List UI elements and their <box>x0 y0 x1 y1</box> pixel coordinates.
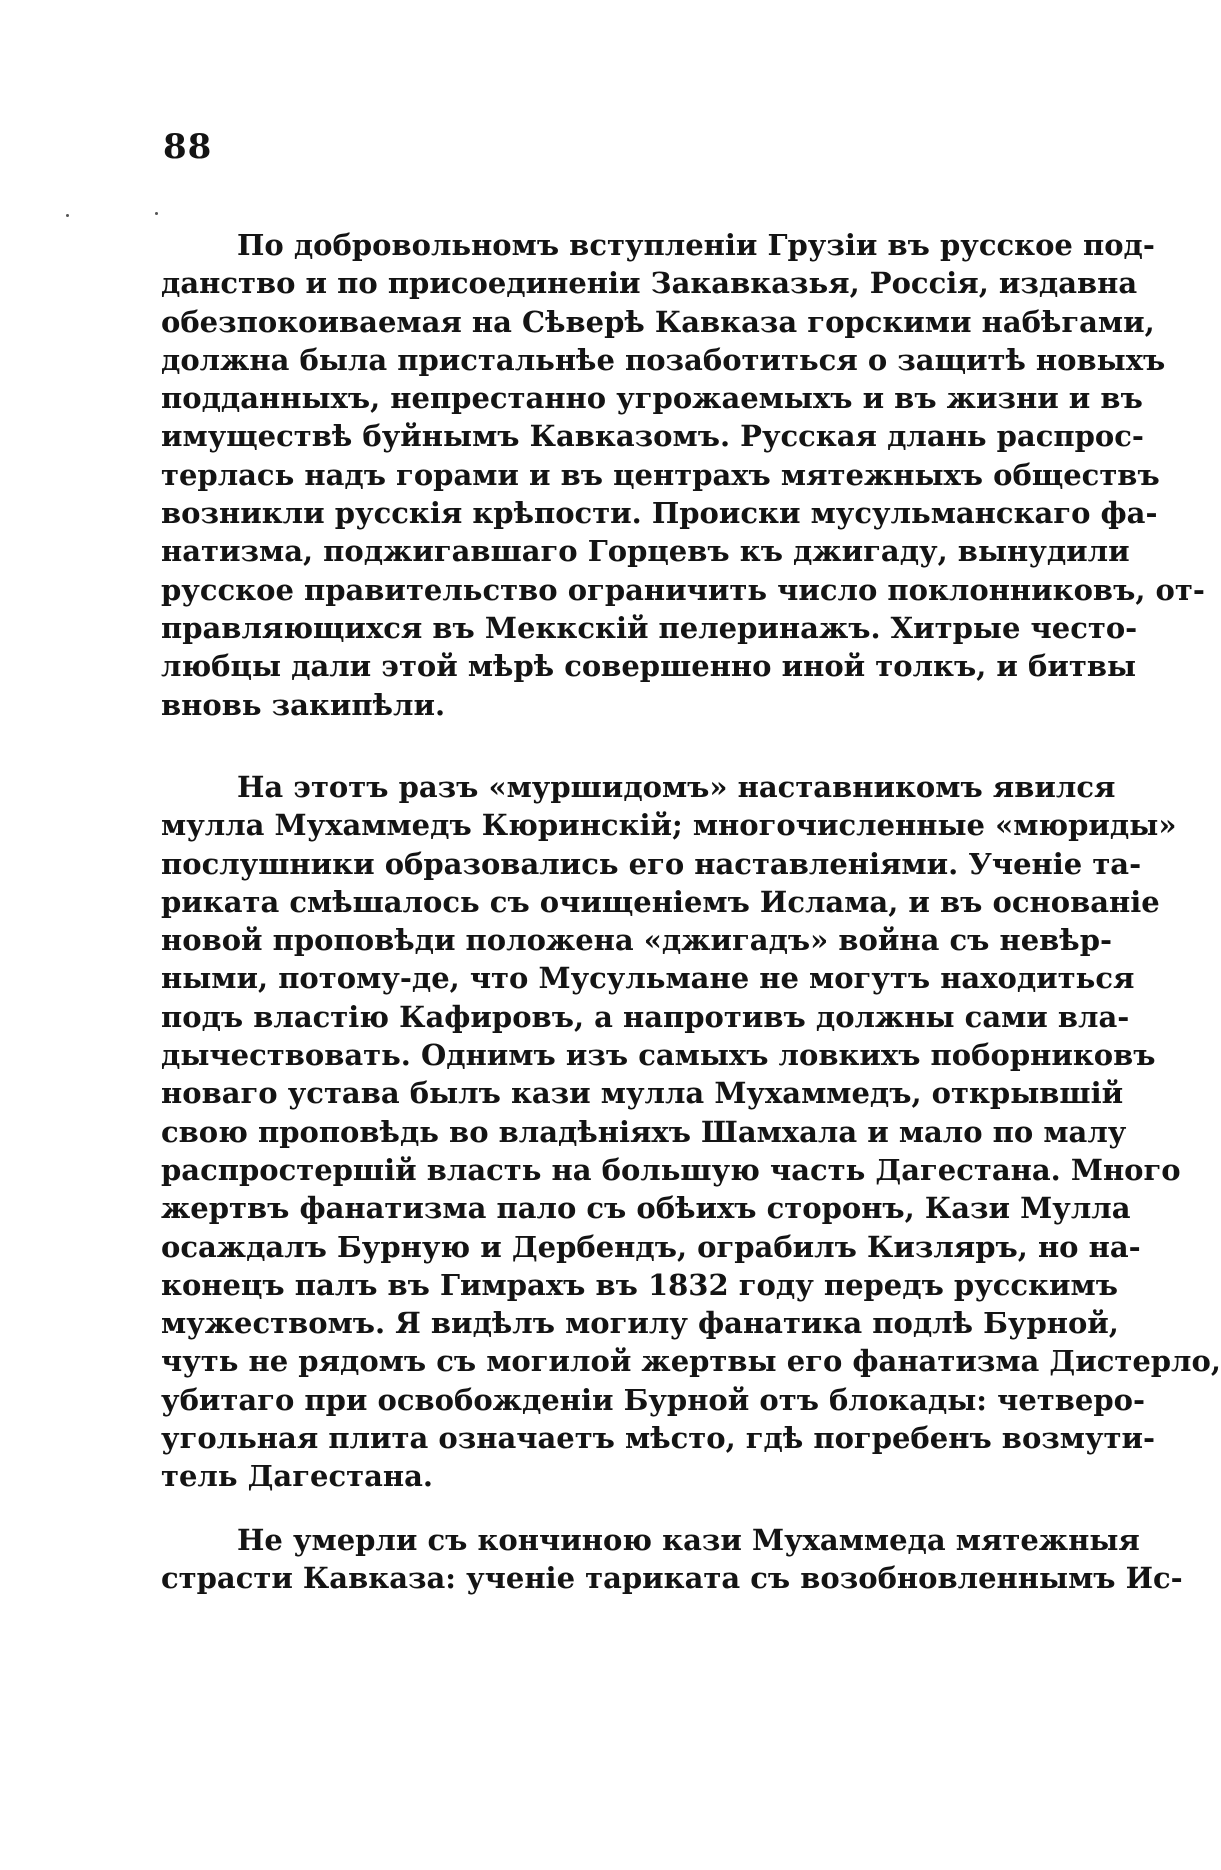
text-line: любцы дали этой мѣрѣ совершенно иной толкъ, и битвы <box>161 649 1137 684</box>
print-speck <box>66 214 69 217</box>
text-line: подданныхъ, непрестанно угрожаемыхъ и въ жизни и въ <box>161 381 1143 416</box>
text-line: убитаго при освобожденіи Бурной отъ блокады: четверо- <box>161 1382 1146 1417</box>
text-line: свою проповѣдь во владѣніяхъ Шамхала и мало по малу <box>161 1114 1127 1149</box>
text-line: конецъ палъ въ Гимрахъ въ 1832 году передъ русскимъ <box>161 1267 1118 1302</box>
paragraph-2 <box>161 768 1221 1496</box>
text-line: русское правительство ограничить число поклонниковъ, от- <box>161 572 1205 607</box>
text-line: обезпокоиваемая на Сѣверѣ Кавказа горскими набѣгами, <box>161 304 1155 339</box>
text-line: чуть не рядомъ съ могилой жертвы его фанатизма Дистерло, <box>161 1344 1221 1379</box>
text-line: осаждалъ Бурную и Дербендъ, ограбилъ Кизляръ, но на- <box>161 1229 1141 1264</box>
text-line: мулла Мухаммедъ Кюринскій; многочисленные «мюриды» <box>161 808 1177 843</box>
text-line: мужествомъ. Я видѣлъ могилу фанатика подлѣ Бурной, <box>161 1306 1119 1341</box>
text-line: тель Дагестана. <box>161 1459 433 1494</box>
text-line: новаго устава былъ кази мулла Мухаммедъ, открывшій <box>161 1076 1124 1111</box>
text-line: послушники образовались его наставленіями. Ученіе та- <box>161 846 1142 881</box>
text-line: По добровольномъ вступленіи Грузіи въ русское под- <box>237 228 1155 262</box>
text-line: данство и по присоединеніи Закавказья, Россія, издавна <box>161 266 1138 301</box>
paragraph-3 <box>161 1521 1183 1598</box>
text-line: страсти Кавказа: ученіе тариката съ возобновленнымъ Ис- <box>161 1561 1183 1596</box>
text-line: новой проповѣди положена «джигадъ» война съ невѣр- <box>161 923 1113 958</box>
text-line: терлась надъ горами и въ центрахъ мятежныхъ обществъ <box>161 457 1160 492</box>
text-line: жертвъ фанатизма пало съ обѣихъ сторонъ, Кази Мулла <box>161 1191 1131 1226</box>
text-line: На этотъ разъ «муршидомъ» наставникомъ явился <box>237 770 1116 804</box>
text-line: распростершій власть на большую часть Дагестана. Много <box>161 1152 1181 1187</box>
text-line: ными, потому-де, что Мусульмане не могутъ находиться <box>161 961 1135 996</box>
text-line: натизма, поджигавшаго Горцевъ къ джигаду, вынудили <box>161 534 1130 569</box>
paragraph-1 <box>161 226 1205 724</box>
text-line: должна была пристальнѣе позаботиться о защитѣ новыхъ <box>161 342 1166 377</box>
text-line: возникли русскія крѣпости. Происки мусульманскаго фа- <box>161 496 1158 531</box>
text-line: угольная плита означаетъ мѣсто, гдѣ погребенъ возмути- <box>161 1421 1156 1456</box>
text-line: Не умерли съ кончиною кази Мухаммеда мятежныя <box>237 1523 1140 1557</box>
text-line: дычествовать. Однимъ изъ самыхъ ловкихъ поборниковъ <box>161 1038 1156 1073</box>
text-line: имуществѣ буйнымъ Кавказомъ. Русская длань распрос- <box>161 419 1144 454</box>
text-line: правляющихся въ Меккскій пелеринажъ. Хитрые често- <box>161 610 1138 645</box>
text-line: вновь закипѣли. <box>161 687 446 722</box>
text-line: подъ властію Кафировъ, а напротивъ должны сами вла- <box>161 999 1130 1034</box>
page-number: 88 <box>163 127 213 167</box>
print-speck <box>155 212 158 215</box>
text-line: риката смѣшалось съ очищеніемъ Ислама, и въ основаніе <box>161 884 1160 919</box>
